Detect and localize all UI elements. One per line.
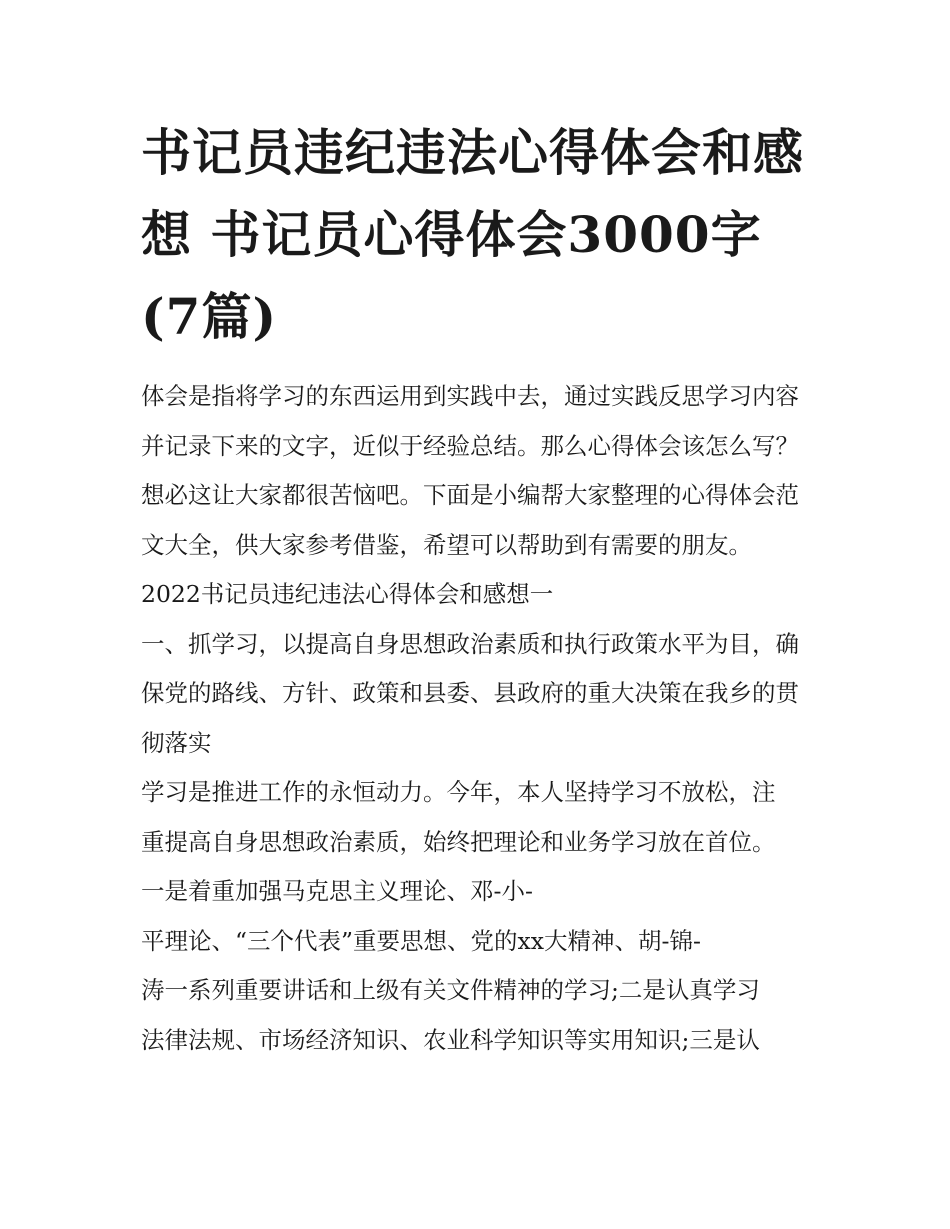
paragraph-line: 重提高自身思想政治素质，始终把理论和业务学习放在首位。 (141, 827, 776, 856)
document-title: 书记员违纪违法心得体会和感想 书记员心得体会3000字(7篇) (141, 123, 804, 346)
paragraph-line: 法律法规、市场经济知识、农业科学知识等实用知识;三是认 (141, 1025, 760, 1054)
document-page (141, 112, 821, 1065)
paragraph-line: 涛一系列重要讲话和上级有关文件精神的学习;二是认真学习 (141, 976, 760, 1004)
section-heading: 2022书记员违纪违法心得体会和感想一 (141, 580, 554, 608)
paragraph-line: 平理论、“三个代表”重要思想、党的xx大精神、胡-锦- (141, 926, 701, 955)
paragraph-line: 一是着重加强马克思主义理论、邓-小- (141, 877, 533, 905)
point-one-heading: 一、抓学习，以提高自身思想政治素质和执行政策水平为目，确保党的路线、方针、政策和县委、县政府的重大决策在我乡的贯彻落实 (141, 629, 799, 757)
paragraph-line: 学习是推进工作的永恒动力。今年，本人坚持学习不放松，注 (141, 778, 776, 806)
intro-paragraph: 体会是指将学习的东西运用到实践中去，通过实践反思学习内容并记录下来的文字，近似于经验总结。那么心得体会该怎么写？想必这让大家都很苦恼吧。下面是小编帮大家整理的心得体会范文大全，供大家参考借鉴，希望可以帮助到有需要的朋友。 (141, 382, 799, 559)
body-paragraph (141, 768, 821, 1065)
